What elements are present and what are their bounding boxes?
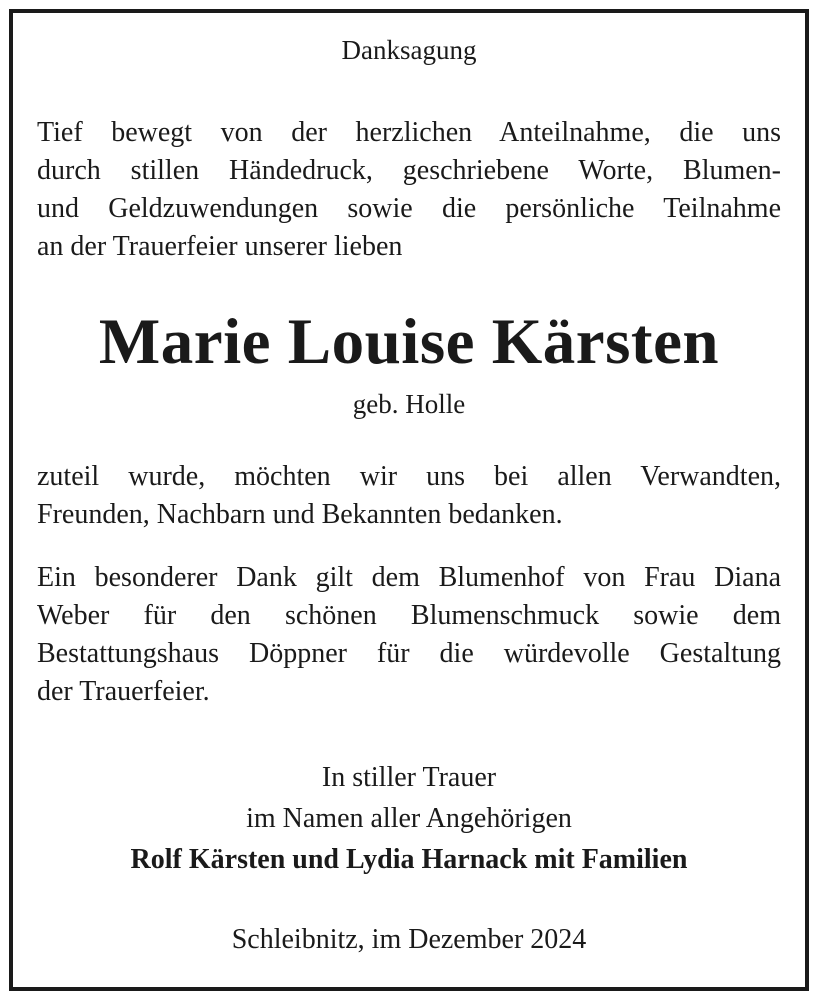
mourning-line: In stiller Trauer xyxy=(321,762,497,793)
thanks-line: zuteil wurde, möchten wir uns bei allen Verwandten, xyxy=(37,461,781,492)
deceased-name: Marie Louise Kärsten xyxy=(98,306,720,378)
intro-line: durch stillen Händedruck, geschriebene Worte, Blumen- xyxy=(37,155,781,186)
special-thanks-line: der Trauerfeier. xyxy=(37,676,210,707)
thanks-line: Freunden, Nachbarn und Bekannten bedanken. xyxy=(37,499,563,530)
intro-line: Tief bewegt von der herzlichen Anteilnahme, die uns xyxy=(37,117,781,148)
special-thanks-paragraph xyxy=(37,559,781,711)
families-signature: Rolf Kärsten und Lydia Harnack mit Familien xyxy=(130,844,688,875)
special-thanks-line: Weber für den schönen Blumenschmuck sowie dem xyxy=(37,600,781,631)
on-behalf-line: im Namen aller Angehörigen xyxy=(246,803,572,834)
thanks-paragraph xyxy=(37,458,781,534)
special-thanks-line: Bestattungshaus Döppner für die würdevolle Gestaltung xyxy=(37,638,781,669)
special-thanks-line: Ein besonderer Dank gilt dem Blumenhof von Frau Diana xyxy=(37,562,781,593)
notice-heading: Danksagung xyxy=(341,35,477,65)
intro-paragraph xyxy=(37,114,781,266)
intro-line: an der Trauerfeier unserer lieben xyxy=(37,231,403,262)
place-date: Schleibnitz, im Dezember 2024 xyxy=(231,924,587,955)
intro-line: und Geldzuwendungen sowie die persönliche Teilnahme xyxy=(37,193,781,224)
maiden-name: geb. Holle xyxy=(352,389,466,419)
